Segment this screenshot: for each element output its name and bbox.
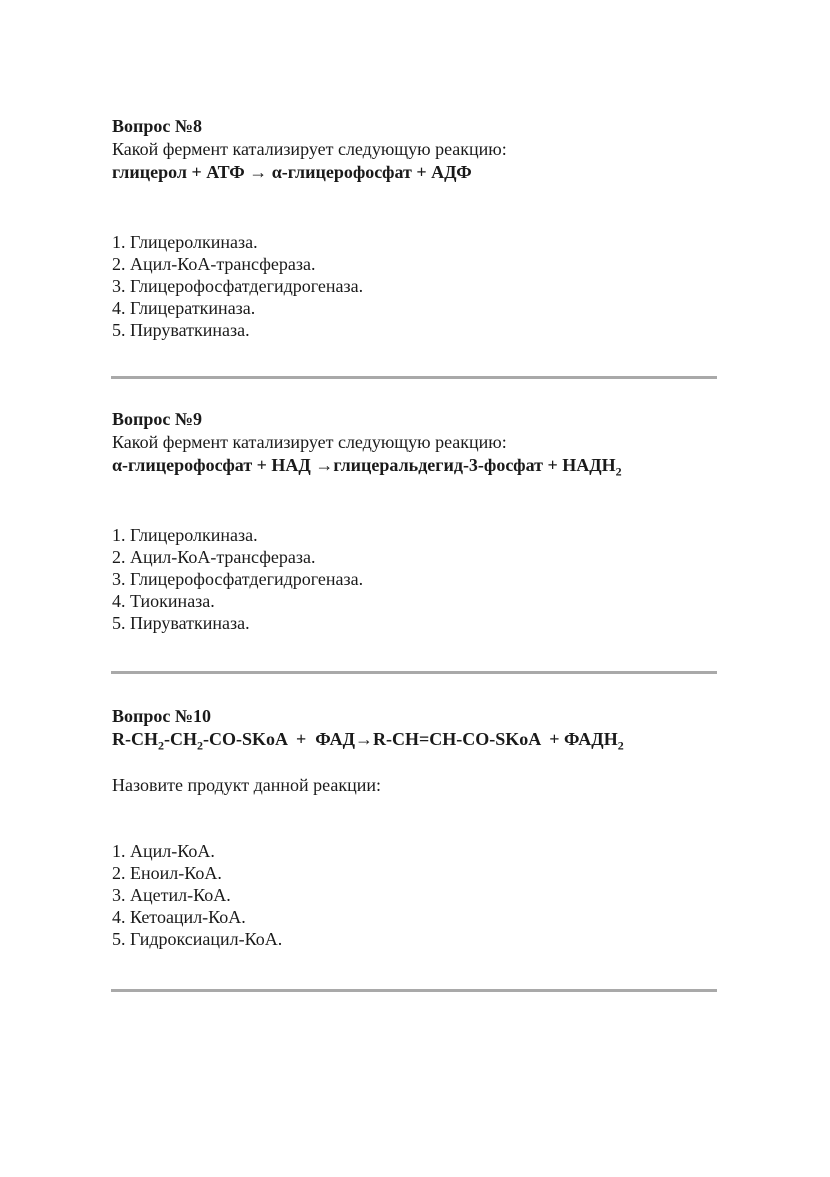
question-8 — [112, 115, 722, 341]
answer-list — [112, 231, 722, 341]
section-divider — [111, 989, 717, 992]
section-divider — [111, 376, 717, 379]
answer-option-1: 1. Глицеролкиназа. — [112, 232, 258, 252]
question-prompt: Назовите продукт данной реакции: — [112, 775, 382, 795]
question-title: Вопрос №10 — [112, 706, 211, 726]
question-title: Вопрос №8 — [112, 116, 202, 136]
answer-option-1: 1. Ацил-КоА. — [112, 841, 215, 861]
reaction-part: -CH — [164, 729, 197, 749]
answer-option-5: 5. Пируваткиназа. — [112, 613, 250, 633]
question-10 — [112, 705, 722, 950]
answer-list — [112, 840, 722, 950]
answer-option-2: 2. Еноил-КоА. — [112, 863, 222, 883]
reaction-part: -CO-SKoA + ФАД→R-CH=CH-CO-SKoA + ФАДН — [203, 729, 618, 749]
reaction-subscript: 2 — [617, 738, 624, 753]
reaction-subscript: 2 — [158, 738, 164, 753]
question-9 — [112, 408, 722, 634]
question-prompt: Какой фермент катализирует следующую реакцию: — [112, 139, 507, 159]
answer-option-2: 2. Ацил-КоА-трансфераза. — [112, 547, 316, 567]
reaction-subscript: 2 — [197, 738, 203, 753]
question-title: Вопрос №9 — [112, 409, 202, 429]
reaction-equation — [112, 454, 722, 477]
reaction-subscript: 2 — [615, 464, 622, 479]
reaction-equation — [112, 728, 722, 751]
answer-list — [112, 524, 722, 634]
answer-option-4: 4. Кетоацил-КоА. — [112, 907, 246, 927]
reaction-equation: глицерол + АТФ → α-глицерофосфат + АДФ — [112, 162, 472, 182]
reaction-part: R-CH — [112, 729, 158, 749]
section-divider — [111, 671, 717, 674]
reaction-text: α-глицерофосфат + НАД →глицеральдегид-3-фосфат + НАДН — [112, 455, 616, 475]
answer-option-4: 4. Тиокиназа. — [112, 591, 215, 611]
answer-option-5: 5. Гидроксиацил-КоА. — [112, 929, 283, 949]
answer-option-2: 2. Ацил-КоА-трансфераза. — [112, 254, 316, 274]
answer-option-5: 5. Пируваткиназа. — [112, 320, 250, 340]
answer-option-3: 3. Глицерофосфатдегидрогеназа. — [112, 569, 364, 589]
answer-option-4: 4. Глицераткиназа. — [112, 298, 256, 318]
question-prompt: Какой фермент катализирует следующую реакцию: — [112, 432, 507, 452]
answer-option-3: 3. Ацетил-КоА. — [112, 885, 231, 905]
answer-option-1: 1. Глицеролкиназа. — [112, 525, 258, 545]
answer-option-3: 3. Глицерофосфатдегидрогеназа. — [112, 276, 364, 296]
